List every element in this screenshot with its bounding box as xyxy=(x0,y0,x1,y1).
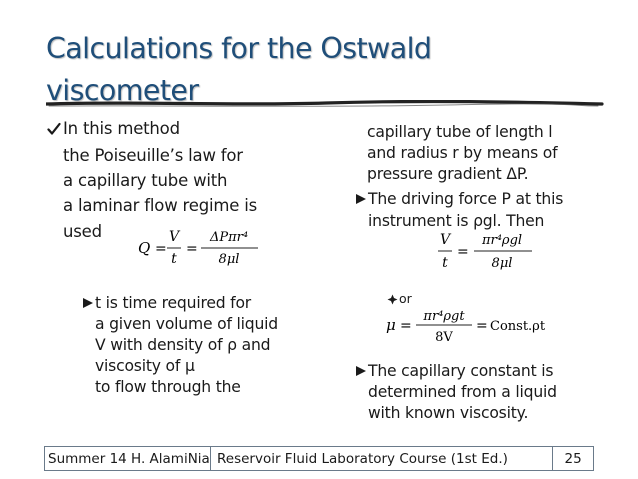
bullet-line: determined from a liquid xyxy=(368,383,557,401)
footer-author: Summer 14 H. AlamiNia xyxy=(45,447,211,470)
bullet-capillary-constant xyxy=(368,361,557,424)
bullet-line: t is time required for xyxy=(95,294,252,312)
formula-num: V xyxy=(168,229,180,245)
text-line: capillary tube of length l xyxy=(367,123,553,141)
viscosity-formula xyxy=(386,308,566,354)
bullet-line: the Poiseuille’s law for xyxy=(63,146,243,165)
bullet-line: a laminar flow regime is xyxy=(63,196,258,216)
bullet-line: to flow through the xyxy=(95,378,241,396)
title-underline xyxy=(46,100,606,110)
diamond-bullet-icon xyxy=(387,294,398,305)
formula-num: πr⁴ρgl xyxy=(481,233,523,248)
svg-text:=: = xyxy=(400,318,412,334)
bullet-line: used xyxy=(63,221,102,241)
bullet-line: with known viscosity. xyxy=(368,404,529,422)
bullet-driving-force xyxy=(368,189,563,232)
title-line-1: Calculations for the Ostwald xyxy=(46,32,432,65)
footer-course: Reservoir Fluid Laboratory Course (1st Ed.) xyxy=(211,447,553,470)
bullet-line: The driving force P at this xyxy=(368,190,564,208)
bullet-line: In this method xyxy=(63,119,180,138)
formula-den: 8V xyxy=(435,330,453,345)
poiseuille-formula xyxy=(138,225,278,271)
slide-footer xyxy=(44,446,594,471)
text-line: pressure gradient ΔP. xyxy=(367,165,529,183)
bullet-line: viscosity of μ xyxy=(95,357,195,375)
title-line-2: viscometer xyxy=(46,74,199,107)
formula-num: πr⁴ρgt xyxy=(423,309,465,324)
text-line: and radius r by means of xyxy=(367,144,558,162)
arrow-bullet-icon xyxy=(82,297,94,309)
bullet-line: a given volume of liquid xyxy=(95,315,278,333)
continued-text xyxy=(367,122,557,185)
formula-den: t xyxy=(171,251,177,267)
flow-rate-formula xyxy=(436,230,546,276)
or-label: or xyxy=(399,291,412,306)
bullet-line: instrument is ρgl. Then xyxy=(368,212,545,230)
checkmark-icon xyxy=(47,122,61,136)
formula-rhs: Const.ρt xyxy=(490,319,546,334)
formula-num: V xyxy=(439,232,451,248)
bullet-line: a capillary tube with xyxy=(63,171,228,191)
bullet-time-body xyxy=(95,314,278,398)
bullet-line: V with density of ρ and xyxy=(95,336,271,354)
formula-lhs: μ xyxy=(386,316,396,334)
svg-text:=: = xyxy=(476,318,488,334)
svg-text:=: = xyxy=(457,244,469,260)
arrow-bullet-icon xyxy=(355,193,367,205)
svg-text:=: = xyxy=(186,241,198,257)
arrow-bullet-icon xyxy=(355,365,367,377)
formula-den: 8μl xyxy=(218,252,240,267)
formula-num: ΔPπr⁴ xyxy=(209,230,249,245)
page-number: 25 xyxy=(564,451,582,467)
bullet-method xyxy=(63,118,180,140)
svg-text:=: = xyxy=(155,241,167,257)
formula-den: t xyxy=(442,255,448,271)
formula-den: 8μl xyxy=(491,256,513,271)
bullet-time xyxy=(95,293,251,314)
bullet-line: The capillary constant is xyxy=(368,362,554,380)
formula-lhs: Q xyxy=(138,239,151,257)
